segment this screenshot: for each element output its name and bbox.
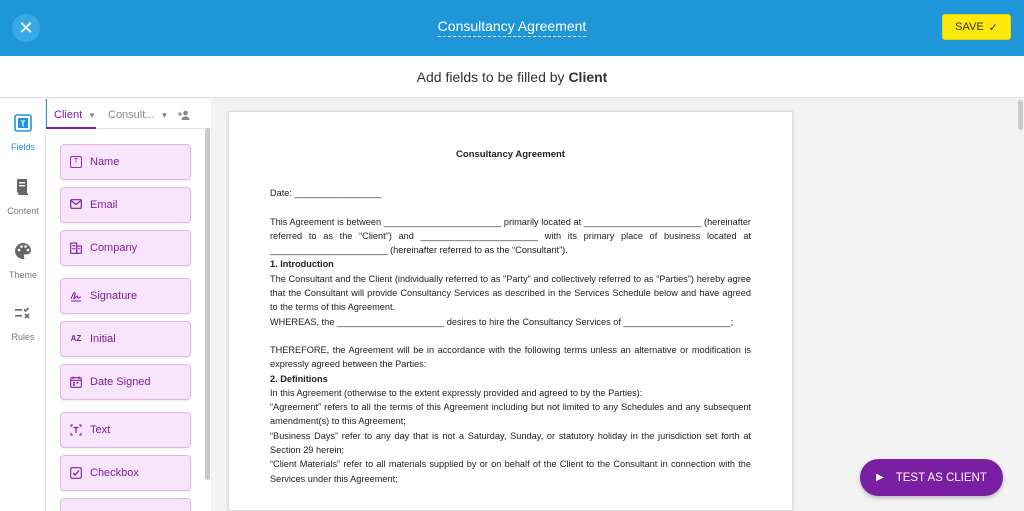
calendar-icon bbox=[70, 376, 82, 388]
panel-scrollbar[interactable] bbox=[205, 128, 210, 480]
document-title[interactable] bbox=[0, 18, 1024, 34]
field-label: Signature bbox=[90, 290, 138, 302]
left-rail bbox=[0, 99, 46, 511]
whereas-paragraph: WHEREAS, the _____________________ desires to hire the Consultancy Services of _____________________; bbox=[270, 316, 734, 327]
spacer bbox=[270, 329, 751, 343]
section-1-body: The Consultant and the Client (individually referred to as “Party” and collectively referred to as “Parties”) hereby agree that the Consultant will provide Consultancy Services as described in the Services Schedule below and have agreed to the terms of this Agreement. bbox=[270, 273, 751, 313]
parties-paragraph: This Agreement is between _______________________ primarily located at _______________________ (hereinafter referred to as the “Client”) and _______________________ with its primary place of business located at _______________________ (hereinafter referred to as the “Consultant”). bbox=[270, 216, 751, 256]
field-signature[interactable] bbox=[60, 278, 191, 314]
rail-label-content: Content bbox=[7, 206, 39, 216]
tab-active-indicator bbox=[46, 127, 96, 129]
content-icon bbox=[0, 177, 46, 202]
test-as-client-button[interactable] bbox=[860, 459, 1003, 496]
field-name[interactable] bbox=[60, 144, 191, 180]
definition-business-days: “Business Days” refer to any day that is not a Saturday, Sunday, or statutory holiday in the jurisdiction set forth at Section 29 herein; bbox=[270, 430, 751, 456]
check-icon: ✓ bbox=[988, 21, 998, 34]
field-label: Text bbox=[90, 424, 111, 436]
svg-text:T: T bbox=[20, 119, 26, 129]
tab-client-label: Client bbox=[54, 109, 83, 121]
envelope-icon bbox=[70, 199, 82, 211]
field-email[interactable] bbox=[60, 187, 191, 223]
therefore-paragraph: THEREFORE, the Agreement will be in accordance with the following terms unless an alternative or modification is expressly agreed between the Parties: bbox=[270, 344, 751, 370]
rail-item-fields[interactable] bbox=[0, 113, 46, 152]
initial-icon: AZ bbox=[70, 334, 82, 343]
rail-item-theme[interactable] bbox=[0, 241, 46, 280]
field-text[interactable] bbox=[60, 412, 191, 448]
rail-item-rules[interactable] bbox=[0, 305, 46, 342]
page-scrollbar[interactable] bbox=[1018, 100, 1023, 130]
field-label: Date Signed bbox=[90, 376, 151, 388]
tab-consultant-label: Consult... bbox=[108, 109, 155, 121]
rail-label-theme: Theme bbox=[8, 270, 37, 280]
document-title-text[interactable]: Consultancy Agreement bbox=[438, 18, 587, 37]
field-label: Checkbox bbox=[90, 467, 139, 479]
definition-agreement: “Agreement” refers to all the terms of this Agreement including but not limited to any Schedules and any subsequent amendment(s) to this Agreement; bbox=[270, 402, 751, 427]
field-date-signed[interactable] bbox=[60, 364, 191, 400]
top-bar bbox=[0, 0, 1024, 56]
rail-item-content[interactable] bbox=[0, 177, 46, 216]
document-heading: Consultancy Agreement bbox=[456, 149, 565, 160]
text-box-icon: T bbox=[70, 156, 82, 168]
chevron-down-icon[interactable]: ▼ bbox=[88, 111, 97, 120]
document-page bbox=[228, 111, 793, 511]
building-icon bbox=[70, 242, 82, 254]
play-icon: ▶ bbox=[876, 472, 884, 483]
definition-client-materials: “Client Materials” refer to all materials supplied by or on behalf of the Client to the Consultant in connection with the Services under this Agreement; bbox=[270, 459, 751, 484]
instruction-header bbox=[0, 56, 1024, 98]
field-initial[interactable] bbox=[60, 321, 191, 357]
rail-label-rules: Rules bbox=[11, 332, 35, 342]
spacer bbox=[270, 201, 751, 215]
tab-consultant[interactable] bbox=[108, 109, 168, 121]
palette-icon bbox=[0, 241, 46, 266]
document-body bbox=[270, 148, 751, 486]
field-label: Name bbox=[90, 156, 120, 168]
checkbox-icon bbox=[70, 467, 82, 479]
save-label: SAVE bbox=[955, 21, 984, 33]
text-cursor-icon bbox=[70, 424, 82, 436]
tab-client[interactable] bbox=[54, 109, 96, 121]
chevron-down-icon[interactable]: ▼ bbox=[160, 111, 169, 120]
field-checkbox[interactable] bbox=[60, 455, 191, 491]
rules-icon bbox=[0, 305, 46, 328]
fields-panel bbox=[46, 99, 211, 511]
field-label: Email bbox=[90, 199, 118, 211]
signature-icon bbox=[70, 290, 82, 302]
save-button[interactable] bbox=[942, 14, 1011, 40]
section-2-intro: In this Agreement (otherwise to the extent expressly provided and agreed to by the Parties): bbox=[270, 387, 643, 398]
field-label: Company bbox=[90, 242, 138, 254]
section-1-title: 1. Introduction bbox=[270, 259, 334, 270]
section-2-title: 2. Definitions bbox=[270, 373, 328, 384]
rail-label-fields: Fields bbox=[10, 142, 35, 152]
date-line: Date: _________________ bbox=[270, 188, 382, 199]
recipient-tabs bbox=[46, 99, 211, 129]
field-label: Initial bbox=[90, 333, 116, 345]
close-icon[interactable]: ✕ bbox=[12, 14, 40, 42]
test-button-label: TEST AS CLIENT bbox=[895, 471, 987, 484]
field-partial[interactable] bbox=[60, 498, 191, 511]
instruction-prefix: Add fields to be filled by bbox=[416, 69, 569, 85]
instruction-role: Client bbox=[568, 69, 608, 85]
fields-icon bbox=[0, 113, 46, 138]
field-company[interactable] bbox=[60, 230, 191, 266]
add-person-icon[interactable] bbox=[177, 109, 191, 124]
